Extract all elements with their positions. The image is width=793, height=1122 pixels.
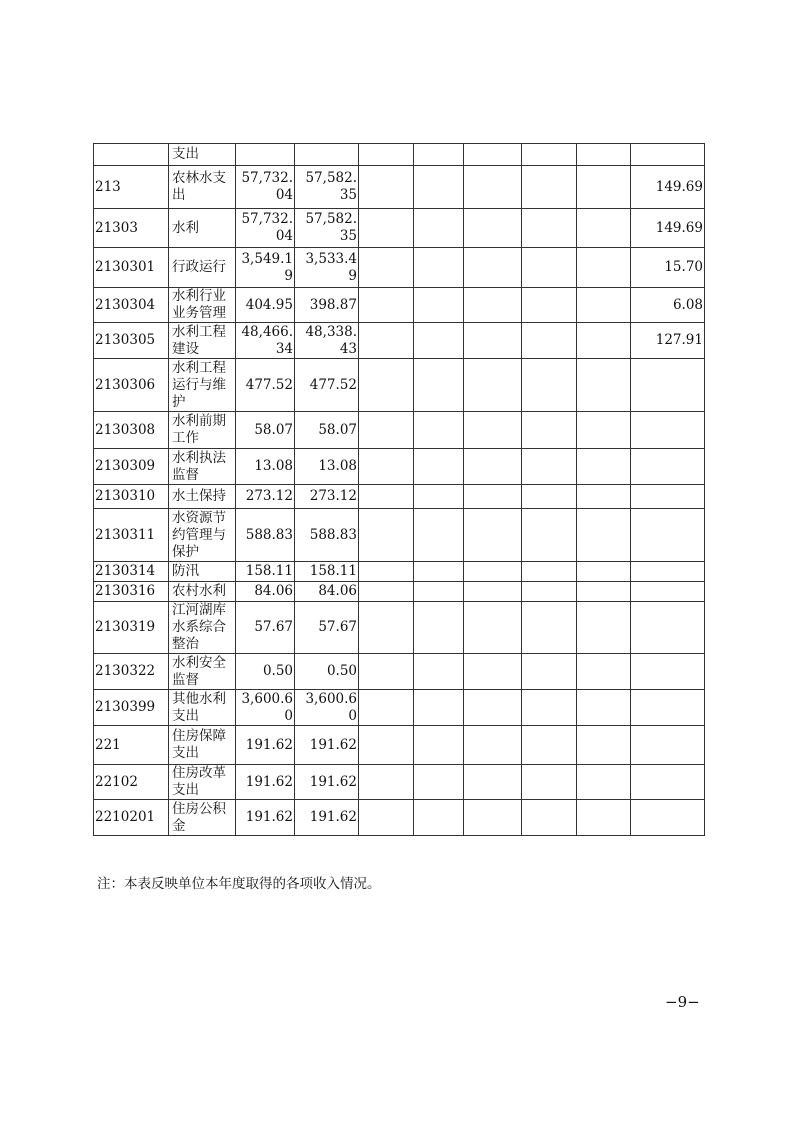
cell-col7 [522, 485, 577, 509]
cell-name: 水利工程建设 [169, 323, 236, 359]
cell-col5 [414, 248, 464, 288]
cell-name: 水资源节约管理与保护 [169, 509, 236, 562]
cell-total: 3,600.60 [236, 690, 295, 726]
cell-code: 2130314 [94, 562, 169, 582]
cell-col7 [522, 412, 577, 449]
cell-col4 [359, 726, 414, 765]
cell-total [236, 144, 295, 166]
cell-total: 84.06 [236, 582, 295, 602]
cell-col5 [414, 562, 464, 582]
cell-col3 [295, 144, 359, 166]
cell-col4 [359, 359, 414, 412]
cell-name: 水利工程运行与维护 [169, 359, 236, 412]
cell-name: 农林水支出 [169, 166, 236, 209]
cell-col10 [631, 800, 705, 836]
cell-code: 213 [94, 166, 169, 209]
cell-col6 [464, 166, 522, 209]
cell-col3: 0.50 [295, 654, 359, 690]
cell-col6 [464, 654, 522, 690]
cell-code: 2130304 [94, 288, 169, 323]
cell-col8 [577, 288, 631, 323]
cell-code: 2130301 [94, 248, 169, 288]
cell-name: 江河湖库水系综合整治 [169, 602, 236, 654]
cell-col6 [464, 765, 522, 800]
cell-col8 [577, 800, 631, 836]
table-row [94, 144, 705, 166]
cell-col4 [359, 562, 414, 582]
cell-col6 [464, 288, 522, 323]
table-row [94, 166, 705, 209]
table-row [94, 209, 705, 248]
cell-col4 [359, 323, 414, 359]
cell-total: 0.50 [236, 654, 295, 690]
cell-col10 [631, 726, 705, 765]
table-row [94, 288, 705, 323]
cell-col10 [631, 412, 705, 449]
cell-col3: 58.07 [295, 412, 359, 449]
cell-col7 [522, 359, 577, 412]
cell-name: 防汛 [169, 562, 236, 582]
cell-col3: 588.83 [295, 509, 359, 562]
cell-col7 [522, 690, 577, 726]
cell-col4 [359, 166, 414, 209]
cell-col7 [522, 288, 577, 323]
cell-col7 [522, 209, 577, 248]
page-number: −9− [665, 993, 700, 1011]
cell-col7 [522, 654, 577, 690]
cell-col3: 3,600.60 [295, 690, 359, 726]
cell-col10: 6.08 [631, 288, 705, 323]
cell-name: 水利前期工作 [169, 412, 236, 449]
table-row [94, 412, 705, 449]
cell-col6 [464, 359, 522, 412]
cell-col7 [522, 562, 577, 582]
cell-col5 [414, 359, 464, 412]
cell-col8 [577, 323, 631, 359]
cell-col3: 13.08 [295, 449, 359, 485]
cell-col8 [577, 248, 631, 288]
cell-col7 [522, 602, 577, 654]
table-row [94, 654, 705, 690]
cell-col10 [631, 359, 705, 412]
cell-col10 [631, 144, 705, 166]
table-row [94, 726, 705, 765]
cell-col8 [577, 765, 631, 800]
cell-col3: 273.12 [295, 485, 359, 509]
cell-col10 [631, 690, 705, 726]
cell-col8 [577, 726, 631, 765]
cell-col5 [414, 654, 464, 690]
cell-col5 [414, 209, 464, 248]
cell-col6 [464, 485, 522, 509]
cell-col5 [414, 800, 464, 836]
cell-col6 [464, 248, 522, 288]
cell-col10: 127.91 [631, 323, 705, 359]
cell-name: 住房公积金 [169, 800, 236, 836]
cell-name: 水利执法监督 [169, 449, 236, 485]
cell-col4 [359, 485, 414, 509]
table-row [94, 359, 705, 412]
cell-col3: 158.11 [295, 562, 359, 582]
cell-code: 22102 [94, 765, 169, 800]
cell-col5 [414, 726, 464, 765]
cell-col7 [522, 765, 577, 800]
cell-col4 [359, 248, 414, 288]
cell-col4 [359, 209, 414, 248]
cell-total: 57,732.04 [236, 209, 295, 248]
cell-name: 水土保持 [169, 485, 236, 509]
cell-code: 2130310 [94, 485, 169, 509]
cell-col7 [522, 582, 577, 602]
cell-col5 [414, 323, 464, 359]
table-row [94, 582, 705, 602]
cell-col8 [577, 209, 631, 248]
cell-col7 [522, 800, 577, 836]
cell-col10 [631, 562, 705, 582]
cell-col6 [464, 602, 522, 654]
cell-col4 [359, 800, 414, 836]
cell-code: 2130305 [94, 323, 169, 359]
cell-col10 [631, 485, 705, 509]
cell-col7 [522, 248, 577, 288]
cell-col8 [577, 166, 631, 209]
cell-code: 2130306 [94, 359, 169, 412]
cell-col6 [464, 562, 522, 582]
cell-col5 [414, 509, 464, 562]
cell-col3: 191.62 [295, 765, 359, 800]
cell-col10 [631, 765, 705, 800]
cell-col5 [414, 582, 464, 602]
cell-col10 [631, 602, 705, 654]
cell-col10: 15.70 [631, 248, 705, 288]
cell-col10: 149.69 [631, 209, 705, 248]
cell-col7 [522, 726, 577, 765]
cell-total: 191.62 [236, 800, 295, 836]
cell-col5 [414, 412, 464, 449]
cell-col4 [359, 582, 414, 602]
cell-col6 [464, 726, 522, 765]
cell-name: 行政运行 [169, 248, 236, 288]
cell-name: 水利 [169, 209, 236, 248]
cell-col8 [577, 412, 631, 449]
cell-col6 [464, 509, 522, 562]
cell-col7 [522, 323, 577, 359]
cell-col4 [359, 690, 414, 726]
cell-col4 [359, 602, 414, 654]
cell-col3: 191.62 [295, 800, 359, 836]
cell-code: 2130309 [94, 449, 169, 485]
cell-total: 477.52 [236, 359, 295, 412]
cell-code: 2130308 [94, 412, 169, 449]
cell-col6 [464, 412, 522, 449]
cell-col5 [414, 449, 464, 485]
cell-name: 支出 [169, 144, 236, 166]
cell-total: 48,466.34 [236, 323, 295, 359]
cell-col10 [631, 509, 705, 562]
cell-code: 2130319 [94, 602, 169, 654]
cell-col3: 57,582.35 [295, 166, 359, 209]
table-row [94, 602, 705, 654]
cell-col3: 48,338.43 [295, 323, 359, 359]
cell-col4 [359, 449, 414, 485]
cell-col5 [414, 288, 464, 323]
cell-name: 住房保障支出 [169, 726, 236, 765]
cell-col3: 3,533.49 [295, 248, 359, 288]
cell-total: 58.07 [236, 412, 295, 449]
table-row [94, 323, 705, 359]
cell-col6 [464, 144, 522, 166]
cell-total: 588.83 [236, 509, 295, 562]
cell-col8 [577, 359, 631, 412]
cell-col3: 57.67 [295, 602, 359, 654]
table-row [94, 562, 705, 582]
cell-code: 2130316 [94, 582, 169, 602]
table-row [94, 248, 705, 288]
cell-col3: 398.87 [295, 288, 359, 323]
cell-code: 221 [94, 726, 169, 765]
cell-col7 [522, 144, 577, 166]
cell-col5 [414, 144, 464, 166]
cell-code: 2210201 [94, 800, 169, 836]
cell-col5 [414, 602, 464, 654]
cell-col6 [464, 323, 522, 359]
cell-col8 [577, 602, 631, 654]
cell-col6 [464, 582, 522, 602]
cell-col8 [577, 485, 631, 509]
cell-col7 [522, 509, 577, 562]
cell-col7 [522, 166, 577, 209]
cell-total: 191.62 [236, 765, 295, 800]
cell-col7 [522, 449, 577, 485]
cell-name: 水利行业业务管理 [169, 288, 236, 323]
cell-name: 其他水利支出 [169, 690, 236, 726]
cell-col4 [359, 654, 414, 690]
cell-code: 2130322 [94, 654, 169, 690]
cell-col8 [577, 144, 631, 166]
cell-total: 3,549.19 [236, 248, 295, 288]
cell-col5 [414, 485, 464, 509]
cell-total: 13.08 [236, 449, 295, 485]
cell-col8 [577, 582, 631, 602]
table-row [94, 690, 705, 726]
cell-col8 [577, 509, 631, 562]
cell-col5 [414, 765, 464, 800]
cell-code [94, 144, 169, 166]
table-note: 注：本表反映单位本年度取得的各项收入情况。 [97, 876, 381, 892]
cell-col5 [414, 690, 464, 726]
cell-col4 [359, 412, 414, 449]
cell-name: 农村水利 [169, 582, 236, 602]
cell-col4 [359, 509, 414, 562]
cell-col6 [464, 800, 522, 836]
cell-col8 [577, 654, 631, 690]
table-row [94, 509, 705, 562]
cell-total: 404.95 [236, 288, 295, 323]
cell-total: 57.67 [236, 602, 295, 654]
table-row [94, 449, 705, 485]
table-row [94, 765, 705, 800]
cell-total: 191.62 [236, 726, 295, 765]
table-row [94, 800, 705, 836]
cell-col8 [577, 690, 631, 726]
cell-code: 2130399 [94, 690, 169, 726]
cell-total: 158.11 [236, 562, 295, 582]
cell-total: 57,732.04 [236, 166, 295, 209]
cell-total: 273.12 [236, 485, 295, 509]
cell-name: 水利安全监督 [169, 654, 236, 690]
cell-col3: 84.06 [295, 582, 359, 602]
cell-col5 [414, 166, 464, 209]
cell-code: 2130311 [94, 509, 169, 562]
cell-col3: 57,582.35 [295, 209, 359, 248]
cell-col6 [464, 690, 522, 726]
cell-col4 [359, 144, 414, 166]
cell-col10 [631, 449, 705, 485]
cell-name: 住房改革支出 [169, 765, 236, 800]
cell-col8 [577, 449, 631, 485]
cell-col6 [464, 209, 522, 248]
cell-col3: 477.52 [295, 359, 359, 412]
cell-col4 [359, 288, 414, 323]
cell-col6 [464, 449, 522, 485]
budget-table [93, 143, 705, 836]
cell-code: 21303 [94, 209, 169, 248]
cell-col4 [359, 765, 414, 800]
cell-col8 [577, 562, 631, 582]
cell-col3: 191.62 [295, 726, 359, 765]
table-row [94, 485, 705, 509]
cell-col10 [631, 582, 705, 602]
cell-col10 [631, 654, 705, 690]
cell-col10: 149.69 [631, 166, 705, 209]
